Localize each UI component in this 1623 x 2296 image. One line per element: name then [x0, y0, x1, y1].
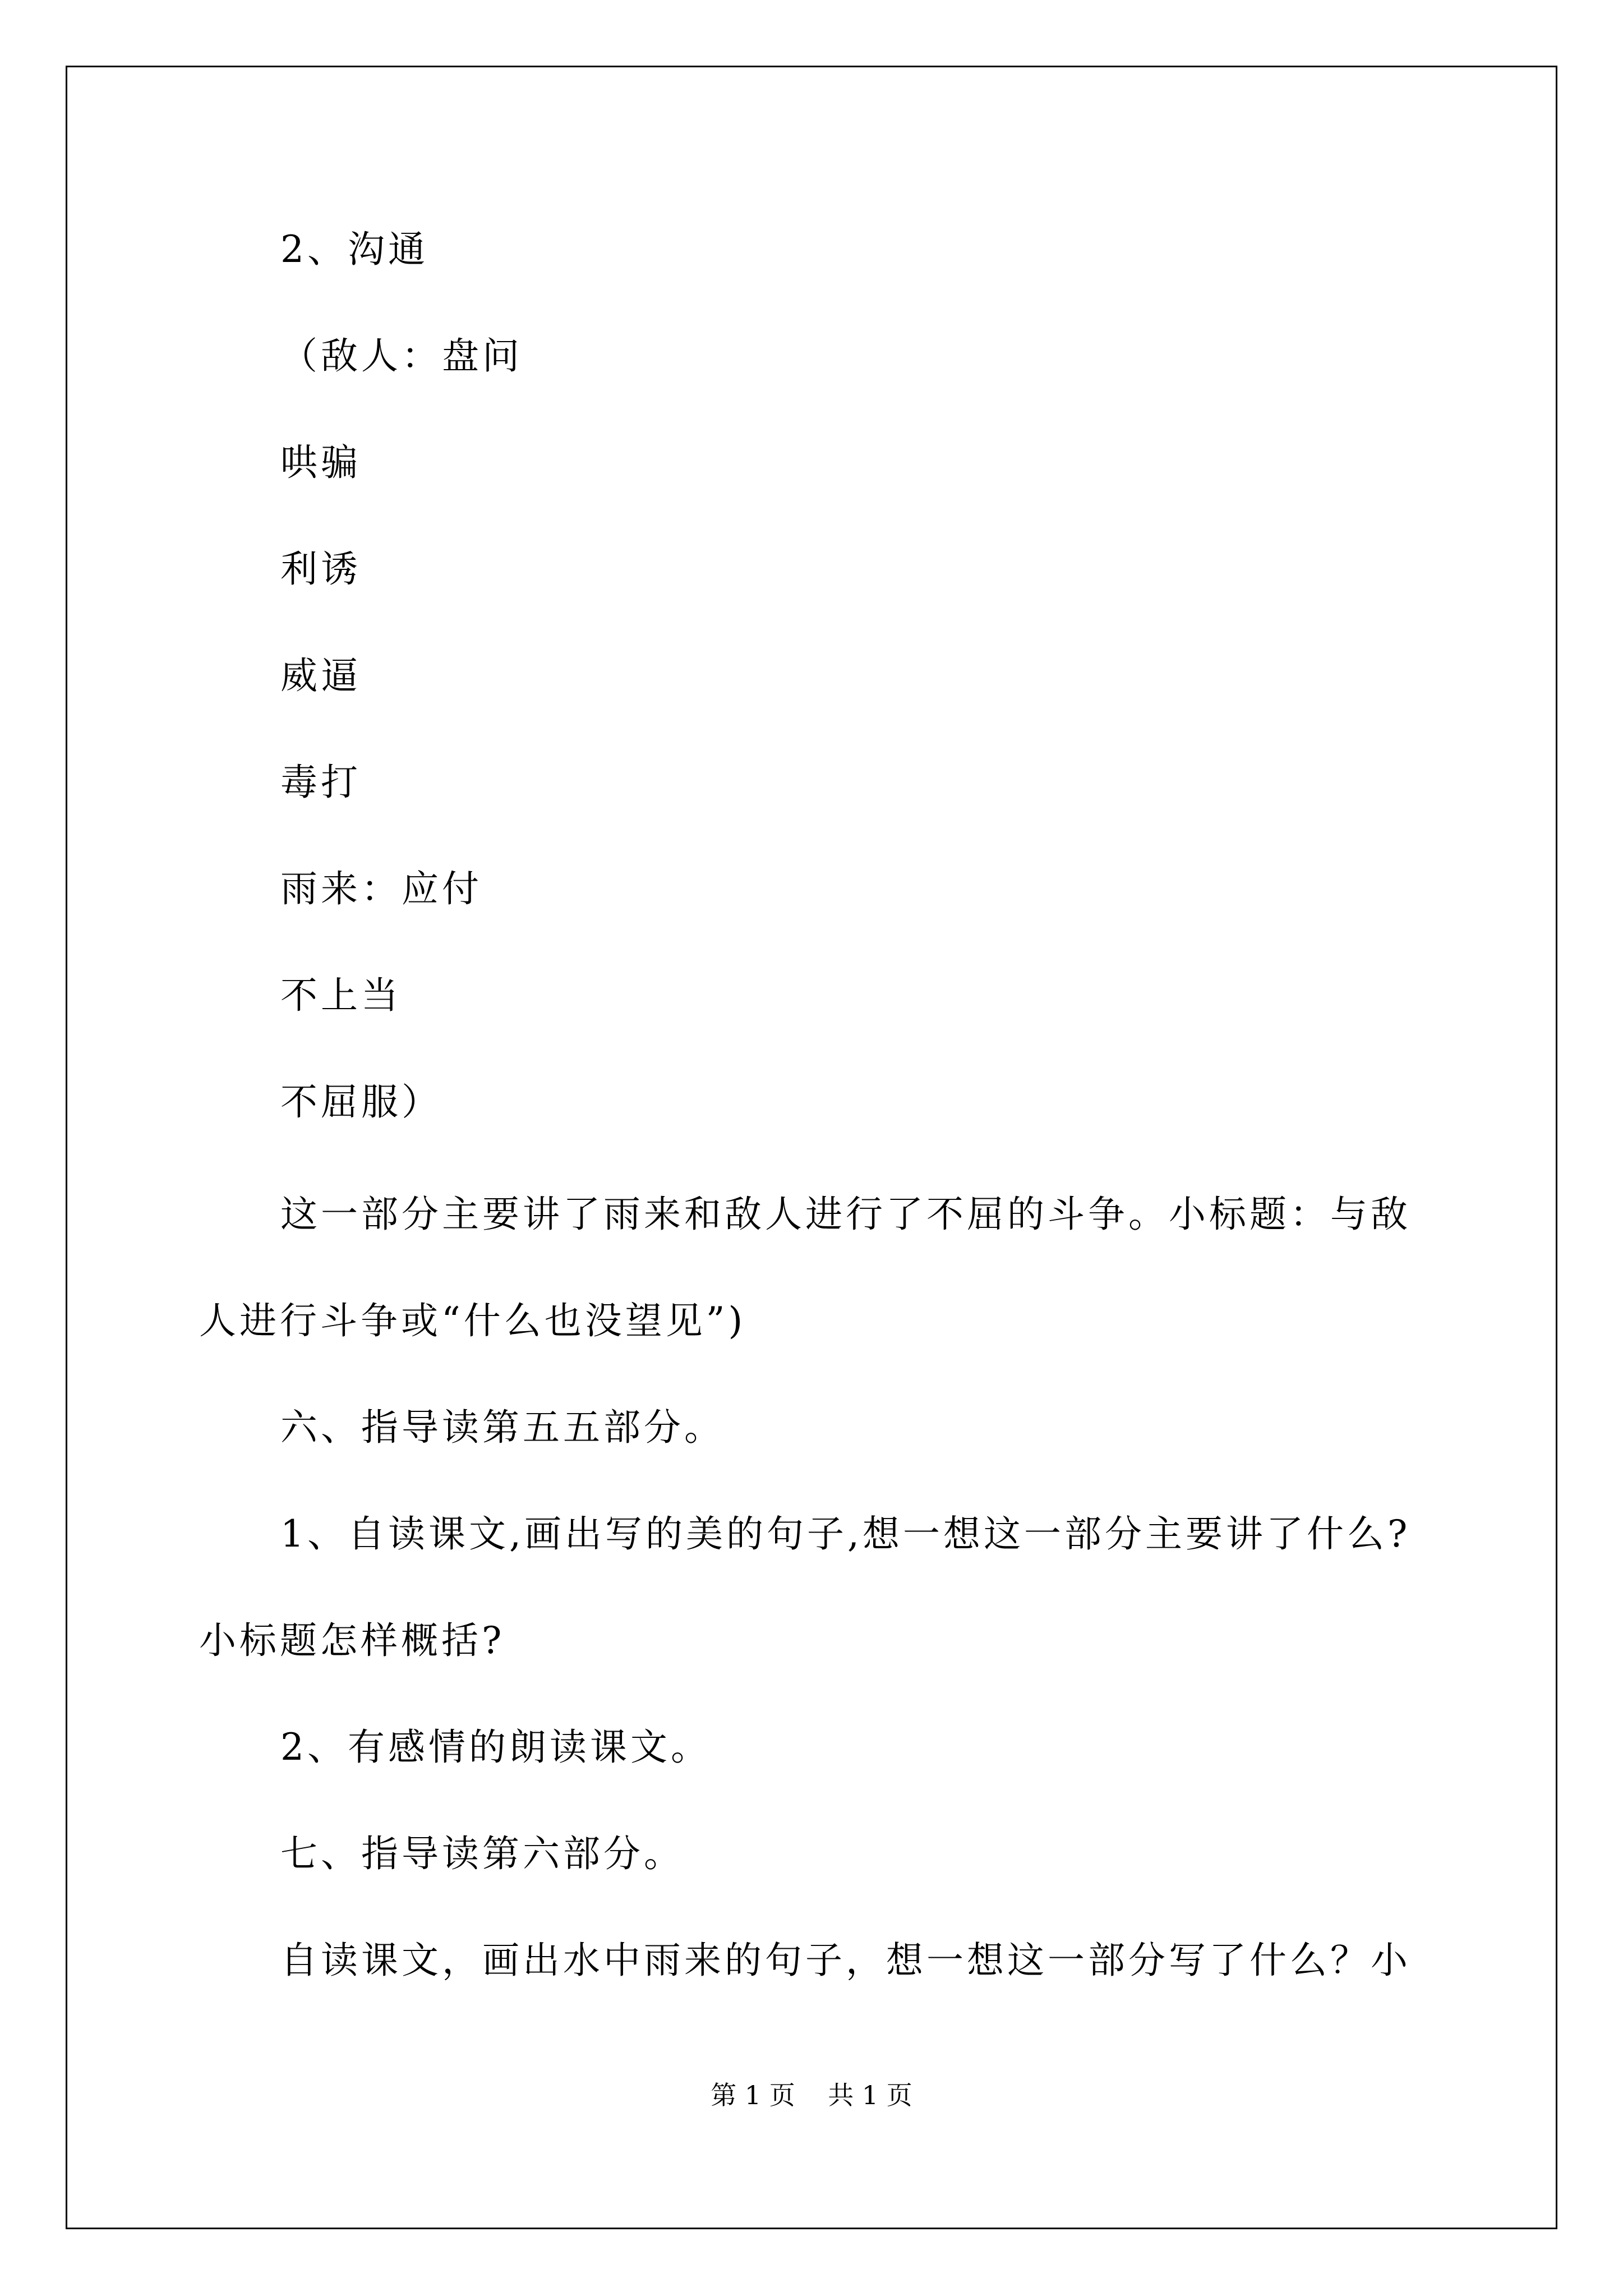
text-line: 2、沟通	[280, 228, 428, 271]
text-line: 雨来：应付	[280, 867, 482, 910]
text-line: （敌人：盘问	[280, 334, 523, 378]
paragraph-line: 小标题怎样概括?	[199, 1619, 505, 1662]
text-line: 毒打	[280, 761, 361, 804]
paragraph-line: 自读课文，画出水中雨来的句子，想一想这一部分写了什么？小	[280, 1939, 1411, 1982]
page-border	[66, 66, 1557, 2229]
text-line: 不屈服）	[280, 1080, 442, 1124]
page-footer: 第 1 页 共 1 页	[711, 2080, 912, 2110]
text-line: 哄骗	[280, 441, 361, 484]
text-line: 不上当	[280, 974, 402, 1017]
paragraph-line: 人进行斗争或“什么也没望见”)	[199, 1299, 746, 1342]
text-line: 利诱	[280, 547, 361, 591]
text-line: 威逼	[280, 654, 361, 697]
paragraph-line: 1、自读课文,画出写的美的句子,想一想这一部分主要讲了什么?	[280, 1512, 1411, 1556]
heading-line: 六、指导读第五五部分。	[280, 1406, 725, 1449]
paragraph-line: 这一部分主要讲了雨来和敌人进行了不屈的斗争。小标题：与敌	[280, 1193, 1411, 1236]
paragraph-line: 2、有感情的朗读课文。	[280, 1726, 711, 1769]
heading-line: 七、指导读第六部分。	[280, 1832, 684, 1875]
